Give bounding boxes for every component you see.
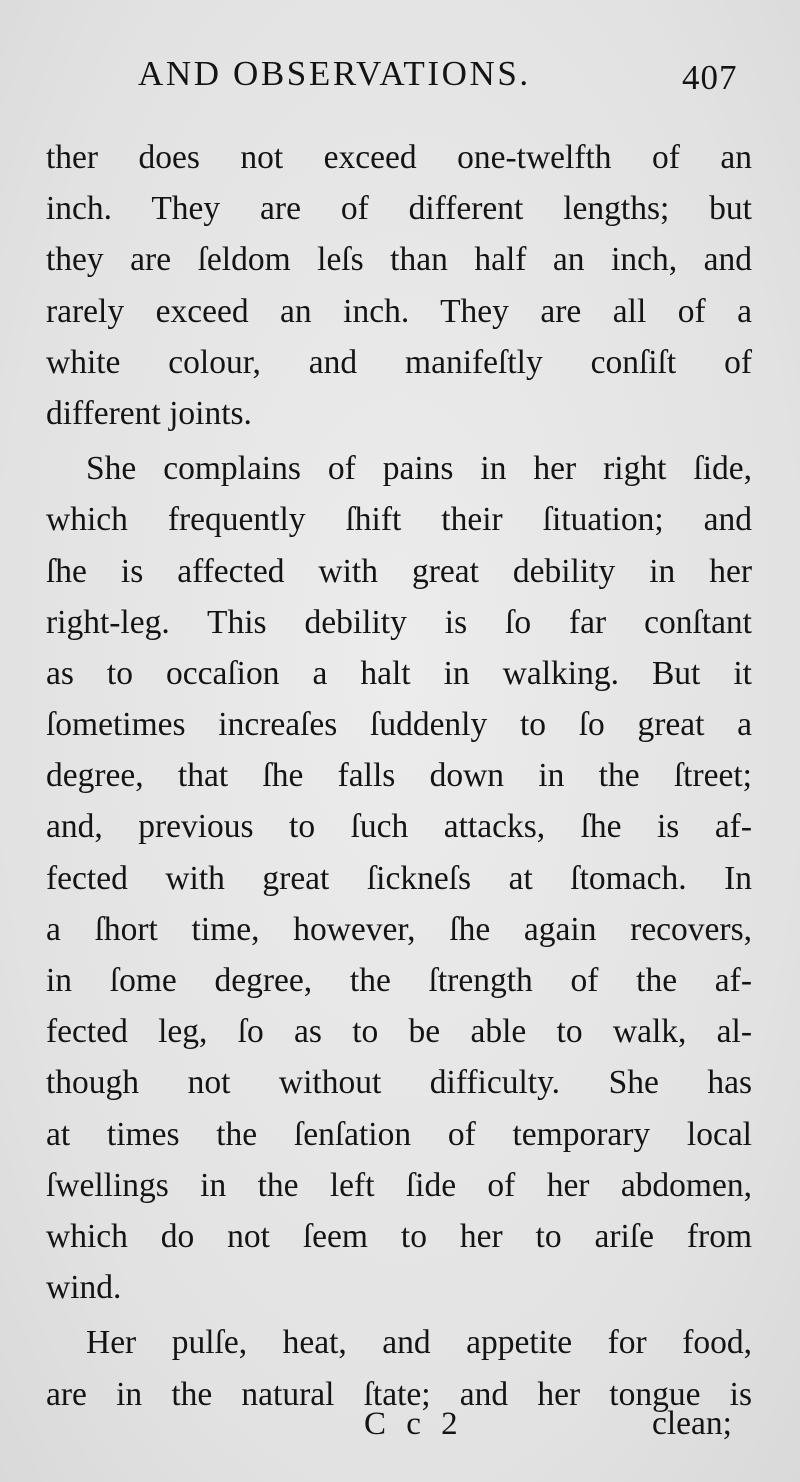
signature-mark: C c 2	[364, 1406, 464, 1442]
text-line: ther does not exceed one-twelfth of an	[46, 139, 752, 176]
text-line: which do not ſeem to her to ariſe from	[46, 1217, 752, 1255]
text-line: different joints.	[46, 394, 252, 432]
text-line: which frequently ſhift their ſituation; and	[46, 501, 752, 539]
text-line: a ſhort time, however, ſhe again recovers,	[46, 910, 752, 948]
text-line: fected leg, ſo as to be able to walk, al-	[46, 1013, 752, 1051]
page-number: 407	[682, 58, 738, 97]
text-line: ſometimes increaſes ſuddenly to ſo great a	[46, 706, 752, 744]
text-line: She complains of pains in her right ſide,	[86, 450, 752, 488]
running-head: AND OBSERVATIONS.	[138, 54, 531, 93]
text-line: ſhe is affected with great debility in her	[46, 552, 752, 590]
body-text	[46, 132, 752, 1420]
text-line: rarely exceed an inch. They are all of a	[46, 292, 752, 330]
text-line: Her pulſe, heat, and appetite for food,	[86, 1324, 752, 1362]
text-line: fected with great ſickneſs at ſtomach. In	[46, 859, 752, 897]
text-line: at times the ſenſation of temporary local	[46, 1115, 752, 1153]
text-line: and, previous to ſuch attacks, ſhe is af-	[46, 808, 752, 846]
text-line: wind.	[46, 1269, 122, 1307]
text-line: right-leg. This debility is ſo far conſtant	[46, 603, 752, 641]
page-footer	[0, 1402, 800, 1448]
text-line: though not without difficulty. She has	[46, 1064, 752, 1102]
text-line: in ſome degree, the ſtrength of the af-	[46, 962, 752, 999]
text-line: ſwellings in the left ſide of her abdomen,	[46, 1166, 752, 1204]
text-line: are in the natural ſtate; and her tongue is	[46, 1375, 752, 1413]
text-line: they are ſeldom leſs than half an inch, and	[46, 241, 752, 279]
text-line: as to occaſion a halt in walking. But it	[46, 654, 752, 692]
text-line: white colour, and manifeſtly conſiſt of	[46, 343, 752, 381]
text-line: inch. They are of different lengths; but	[46, 190, 752, 228]
text-line: degree, that ſhe falls down in the ſtreet;	[46, 757, 752, 795]
catchword: clean;	[652, 1405, 732, 1442]
page-header	[0, 52, 800, 102]
